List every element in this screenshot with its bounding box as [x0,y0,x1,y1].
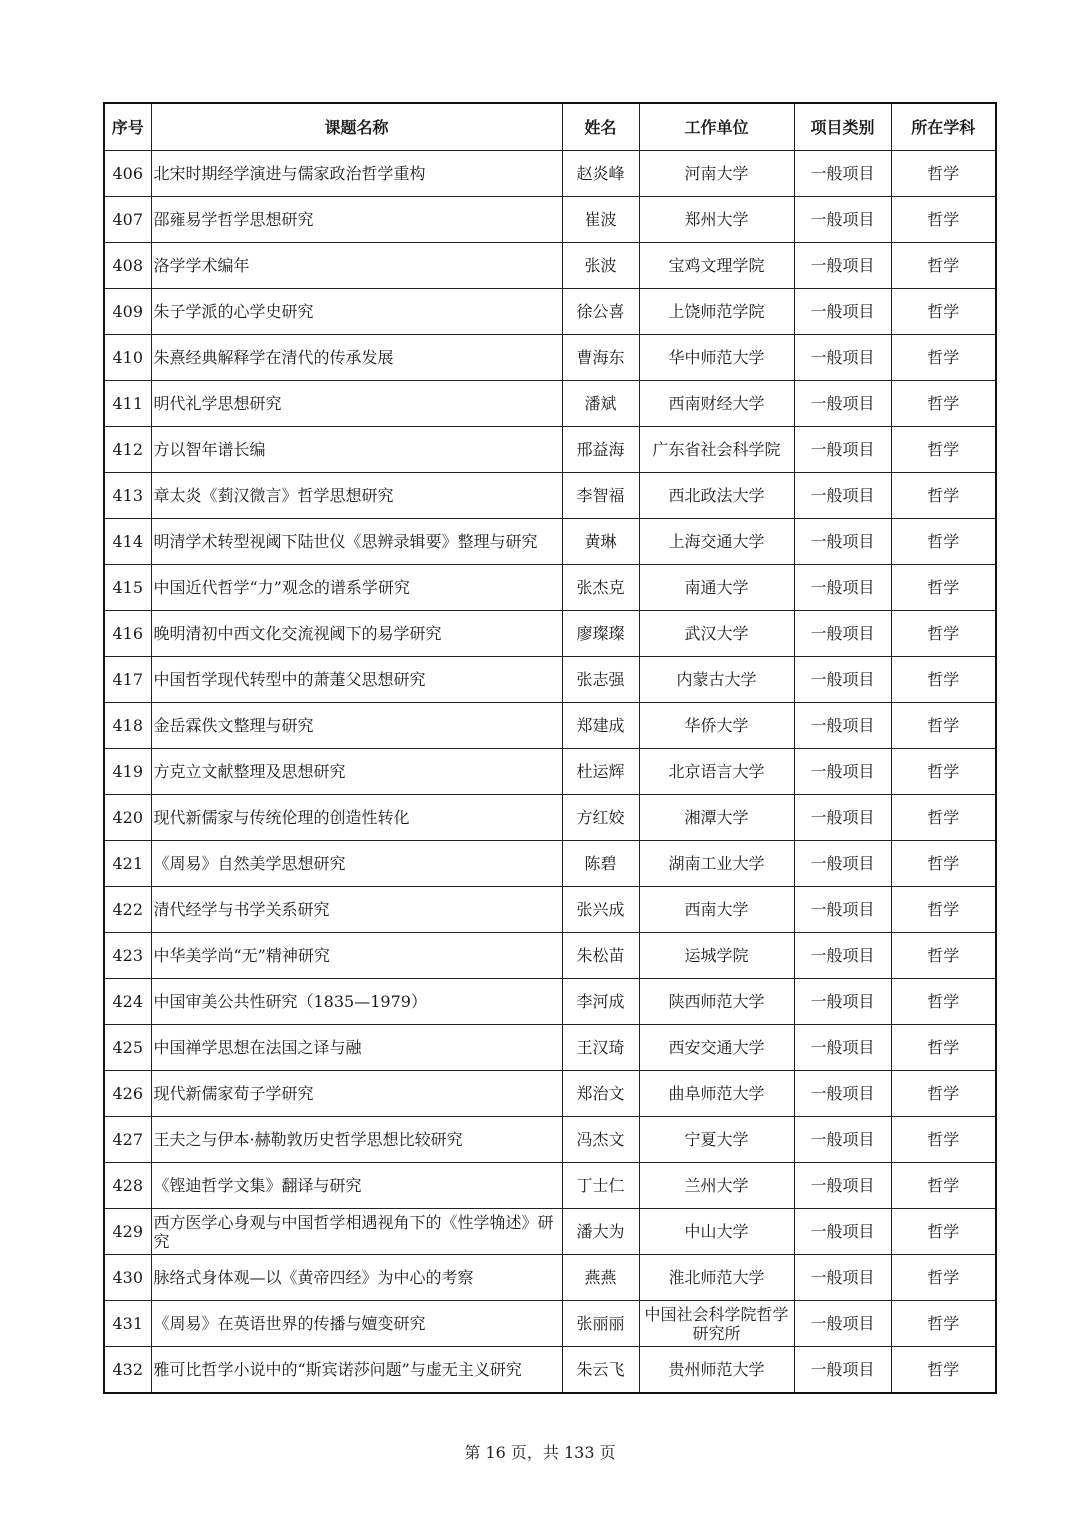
row-serial: 421 [104,841,151,887]
row-unit: 西南财经大学 [639,381,794,427]
row-name: 崔波 [562,197,639,243]
table-row [104,335,996,381]
row-serial: 429 [104,1209,151,1255]
project-table [103,102,997,1394]
row-serial: 432 [104,1347,151,1394]
row-topic: 北宋时期经学演进与儒家政治哲学重构 [151,151,562,197]
row-name: 潘斌 [562,381,639,427]
row-subject: 哲学 [891,703,996,749]
table-row [104,289,996,335]
row-name: 黄琳 [562,519,639,565]
row-subject: 哲学 [891,1071,996,1117]
row-serial: 422 [104,887,151,933]
row-serial: 428 [104,1163,151,1209]
table-row [104,1117,996,1163]
row-topic: 现代新儒家荀子学研究 [151,1071,562,1117]
row-unit: 上饶师范学院 [639,289,794,335]
row-serial: 409 [104,289,151,335]
header-subject: 所在学科 [891,103,996,151]
row-category: 一般项目 [794,519,891,565]
row-subject: 哲学 [891,289,996,335]
header-category: 项目类别 [794,103,891,151]
row-unit: 武汉大学 [639,611,794,657]
row-name: 朱松苗 [562,933,639,979]
row-category: 一般项目 [794,473,891,519]
row-name: 邢益海 [562,427,639,473]
table-row [104,197,996,243]
row-subject: 哲学 [891,243,996,289]
row-topic: 中国禅学思想在法国之译与融 [151,1025,562,1071]
row-name: 朱云飞 [562,1347,639,1394]
row-serial: 427 [104,1117,151,1163]
row-category: 一般项目 [794,243,891,289]
row-name: 张丽丽 [562,1301,639,1347]
row-serial: 415 [104,565,151,611]
row-subject: 哲学 [891,565,996,611]
table-row [104,427,996,473]
row-unit: 兰州大学 [639,1163,794,1209]
row-subject: 哲学 [891,335,996,381]
row-topic: 明代礼学思想研究 [151,381,562,427]
row-serial: 424 [104,979,151,1025]
row-serial: 416 [104,611,151,657]
row-topic: 洛学学术编年 [151,243,562,289]
row-serial: 419 [104,749,151,795]
row-category: 一般项目 [794,381,891,427]
row-topic: 章太炎《菿汉微言》哲学思想研究 [151,473,562,519]
table-row [104,1255,996,1301]
table-row [104,933,996,979]
row-unit: 湘潭大学 [639,795,794,841]
row-subject: 哲学 [891,473,996,519]
row-category: 一般项目 [794,657,891,703]
row-serial: 418 [104,703,151,749]
row-subject: 哲学 [891,1347,996,1394]
row-unit: 华中师范大学 [639,335,794,381]
row-category: 一般项目 [794,151,891,197]
row-topic: 《铿迪哲学文集》翻译与研究 [151,1163,562,1209]
row-unit: 宝鸡文理学院 [639,243,794,289]
header-name: 姓名 [562,103,639,151]
row-topic: 中国审美公共性研究（1835—1979） [151,979,562,1025]
row-category: 一般项目 [794,1025,891,1071]
row-topic: 中国近代哲学“力”观念的谱系学研究 [151,565,562,611]
row-topic: 中华美学尚“无”精神研究 [151,933,562,979]
table-row [104,1071,996,1117]
row-name: 陈碧 [562,841,639,887]
row-topic: 《周易》自然美学思想研究 [151,841,562,887]
row-subject: 哲学 [891,1209,996,1255]
row-topic: 清代经学与书学关系研究 [151,887,562,933]
row-unit: 中山大学 [639,1209,794,1255]
row-category: 一般项目 [794,1347,891,1394]
row-name: 张杰克 [562,565,639,611]
row-name: 徐公喜 [562,289,639,335]
row-subject: 哲学 [891,611,996,657]
row-category: 一般项目 [794,703,891,749]
row-topic: 方克立文献整理及思想研究 [151,749,562,795]
row-serial: 430 [104,1255,151,1301]
row-category: 一般项目 [794,1163,891,1209]
row-serial: 411 [104,381,151,427]
row-topic: 方以智年谱长编 [151,427,562,473]
row-name: 赵炎峰 [562,151,639,197]
table-row [104,795,996,841]
row-category: 一般项目 [794,841,891,887]
row-category: 一般项目 [794,933,891,979]
row-unit: 淮北师范大学 [639,1255,794,1301]
row-serial: 426 [104,1071,151,1117]
table-row [104,151,996,197]
table-row [104,887,996,933]
table-row [104,243,996,289]
row-name: 李智福 [562,473,639,519]
row-category: 一般项目 [794,611,891,657]
row-unit: 陕西师范大学 [639,979,794,1025]
row-serial: 431 [104,1301,151,1347]
row-unit: 贵州师范大学 [639,1347,794,1394]
table-body [104,151,996,1394]
row-topic: 脉络式身体观—以《黄帝四经》为中心的考察 [151,1255,562,1301]
row-subject: 哲学 [891,749,996,795]
row-name: 潘大为 [562,1209,639,1255]
row-name: 王汉琦 [562,1025,639,1071]
table-header [104,103,996,151]
row-subject: 哲学 [891,151,996,197]
table-row [104,1301,996,1347]
row-name: 曹海东 [562,335,639,381]
row-unit: 宁夏大学 [639,1117,794,1163]
row-unit: 中国社会科学院哲学研究所 [639,1301,794,1347]
table-row [104,473,996,519]
row-serial: 410 [104,335,151,381]
row-unit: 广东省社会科学院 [639,427,794,473]
row-subject: 哲学 [891,795,996,841]
row-topic: 金岳霖佚文整理与研究 [151,703,562,749]
header-topic: 课题名称 [151,103,562,151]
row-topic: 晚明清初中西文化交流视阈下的易学研究 [151,611,562,657]
table-row [104,841,996,887]
row-category: 一般项目 [794,197,891,243]
row-category: 一般项目 [794,565,891,611]
table-row [104,749,996,795]
row-category: 一般项目 [794,335,891,381]
table-row [104,611,996,657]
row-unit: 曲阜师范大学 [639,1071,794,1117]
table-row [104,979,996,1025]
row-serial: 414 [104,519,151,565]
row-category: 一般项目 [794,1255,891,1301]
row-name: 冯杰文 [562,1117,639,1163]
header-serial: 序号 [104,103,151,151]
row-subject: 哲学 [891,1301,996,1347]
table-row [104,703,996,749]
row-subject: 哲学 [891,657,996,703]
row-name: 杜运辉 [562,749,639,795]
table-row [104,1025,996,1071]
row-category: 一般项目 [794,1301,891,1347]
table-row [104,1347,996,1394]
row-subject: 哲学 [891,427,996,473]
row-unit: 西南大学 [639,887,794,933]
row-subject: 哲学 [891,1117,996,1163]
row-category: 一般项目 [794,1071,891,1117]
row-unit: 西安交通大学 [639,1025,794,1071]
row-topic: 现代新儒家与传统伦理的创造性转化 [151,795,562,841]
table-row [104,1163,996,1209]
row-unit: 西北政法大学 [639,473,794,519]
row-subject: 哲学 [891,1025,996,1071]
row-serial: 420 [104,795,151,841]
row-unit: 北京语言大学 [639,749,794,795]
row-serial: 425 [104,1025,151,1071]
row-subject: 哲学 [891,197,996,243]
row-topic: 《周易》在英语世界的传播与嬗变研究 [151,1301,562,1347]
row-name: 张志强 [562,657,639,703]
table-row [104,657,996,703]
row-unit: 上海交通大学 [639,519,794,565]
header-unit: 工作单位 [639,103,794,151]
row-subject: 哲学 [891,1255,996,1301]
row-unit: 南通大学 [639,565,794,611]
row-category: 一般项目 [794,289,891,335]
row-subject: 哲学 [891,979,996,1025]
row-serial: 413 [104,473,151,519]
row-unit: 内蒙古大学 [639,657,794,703]
table-row [104,381,996,427]
row-serial: 407 [104,197,151,243]
row-unit: 华侨大学 [639,703,794,749]
table-row [104,1209,996,1255]
row-unit: 运城学院 [639,933,794,979]
row-name: 燕燕 [562,1255,639,1301]
row-topic: 邵雍易学哲学思想研究 [151,197,562,243]
row-serial: 406 [104,151,151,197]
row-serial: 408 [104,243,151,289]
row-name: 方红姣 [562,795,639,841]
row-unit: 湖南工业大学 [639,841,794,887]
row-unit: 郑州大学 [639,197,794,243]
row-name: 郑建成 [562,703,639,749]
row-category: 一般项目 [794,1117,891,1163]
row-topic: 朱子学派的心学史研究 [151,289,562,335]
row-topic: 朱熹经典解释学在清代的传承发展 [151,335,562,381]
row-subject: 哲学 [891,381,996,427]
row-subject: 哲学 [891,841,996,887]
row-serial: 417 [104,657,151,703]
row-subject: 哲学 [891,1163,996,1209]
table-row [104,519,996,565]
row-topic: 王夫之与伊本·赫勒敦历史哲学思想比较研究 [151,1117,562,1163]
row-name: 丁士仁 [562,1163,639,1209]
row-category: 一般项目 [794,795,891,841]
row-name: 张波 [562,243,639,289]
row-serial: 412 [104,427,151,473]
page-footer: 第 16 页，共 133 页 [464,1443,616,1462]
row-subject: 哲学 [891,887,996,933]
row-category: 一般项目 [794,749,891,795]
row-topic: 雅可比哲学小说中的“斯宾诺莎问题”与虚无主义研究 [151,1347,562,1394]
row-category: 一般项目 [794,887,891,933]
row-topic: 西方医学心身观与中国哲学相遇视角下的《性学觕述》研究 [151,1209,562,1255]
row-subject: 哲学 [891,519,996,565]
row-category: 一般项目 [794,427,891,473]
row-name: 郑治文 [562,1071,639,1117]
table-row [104,565,996,611]
header-row [104,103,996,151]
row-name: 廖璨璨 [562,611,639,657]
row-unit: 河南大学 [639,151,794,197]
row-subject: 哲学 [891,933,996,979]
row-topic: 明清学术转型视阈下陆世仪《思辨录辑要》整理与研究 [151,519,562,565]
row-category: 一般项目 [794,1209,891,1255]
row-topic: 中国哲学现代转型中的萧萐父思想研究 [151,657,562,703]
row-name: 李河成 [562,979,639,1025]
row-serial: 423 [104,933,151,979]
row-category: 一般项目 [794,979,891,1025]
row-name: 张兴成 [562,887,639,933]
